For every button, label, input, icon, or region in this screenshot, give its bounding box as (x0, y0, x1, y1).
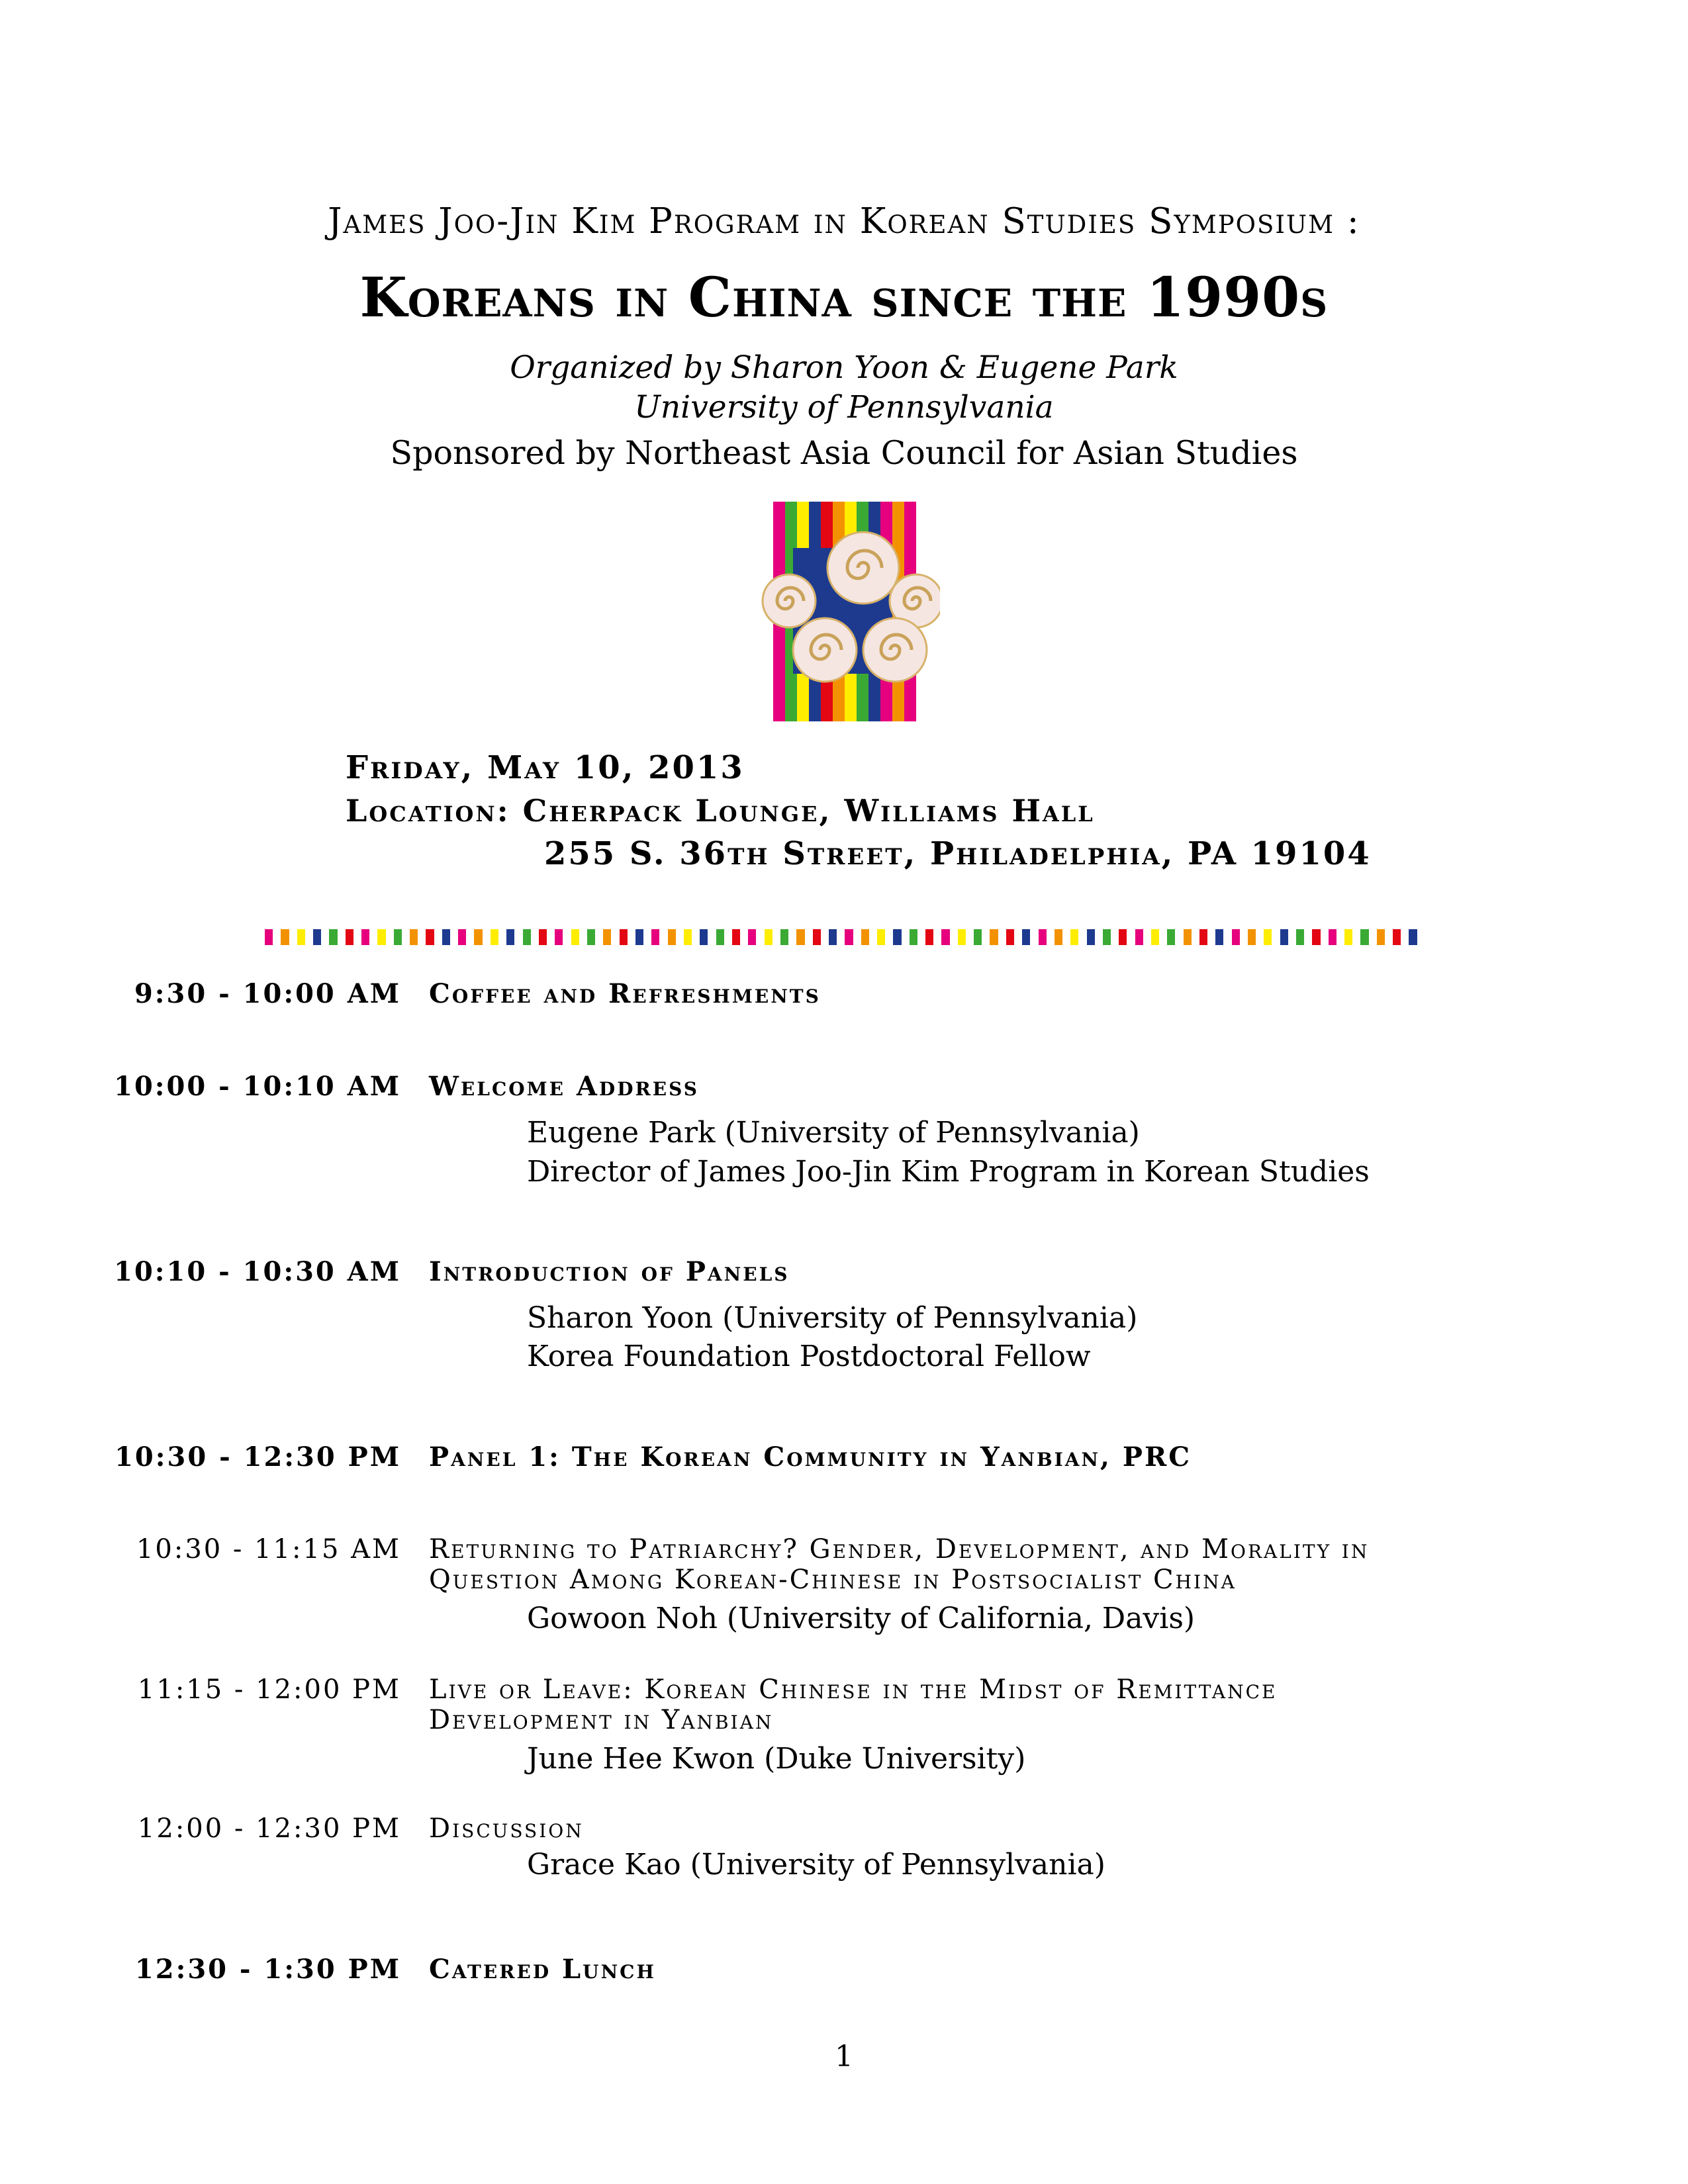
stripe-segment (643, 929, 651, 945)
stripe-segment (990, 929, 998, 945)
stripe-segment (321, 929, 329, 945)
stripe-segment (1344, 929, 1352, 945)
stripe-segment (676, 929, 684, 945)
symposium-logo (747, 502, 940, 721)
color-stripe-divider (265, 929, 1425, 945)
stripe-segment (716, 929, 724, 945)
stripe-segment (498, 929, 506, 945)
stripe-segment (611, 929, 619, 945)
stripe-segment (821, 929, 829, 945)
schedule-title: Introduction of Panels (429, 1256, 790, 1287)
stripe-segment (434, 929, 442, 945)
stripe-segment (483, 929, 491, 945)
stripe-segment (1055, 929, 1062, 945)
stripe-segment (925, 929, 933, 945)
schedule-title: Discussion (429, 1813, 584, 1844)
university: University of Pennsylvania (634, 389, 1054, 426)
stripe-segment (651, 929, 659, 945)
stripe-segment (732, 929, 740, 945)
stripe-segment (893, 929, 901, 945)
stripe-segment (1312, 929, 1320, 945)
stripe-segment (1119, 929, 1127, 945)
stripe-segment (1369, 929, 1377, 945)
stripe-segment (1062, 929, 1070, 945)
stripe-segment (1143, 929, 1151, 945)
stripe-segment (539, 929, 547, 945)
stripe-segment (773, 929, 780, 945)
schedule-time: 12:00 - 12:30 PM (137, 1813, 401, 1844)
stripe-segment (748, 929, 756, 945)
stripe-segment (466, 929, 474, 945)
stripe-segment (603, 929, 611, 945)
stripe-segment (297, 929, 305, 945)
stripe-segment (1321, 929, 1329, 945)
stripe-segment (1393, 929, 1401, 945)
stripe-segment (1215, 929, 1223, 945)
stripe-segment (1030, 929, 1038, 945)
stripe-segment (1047, 929, 1055, 945)
stripe-segment (877, 929, 885, 945)
stripe-segment (1232, 929, 1240, 945)
speaker-name: June Hee Kwon (Duke University) (527, 1742, 1026, 1776)
stripe-segment (861, 929, 869, 945)
stripe-segment (982, 929, 990, 945)
stripe-segment (1360, 929, 1368, 945)
stripe-segment (1288, 929, 1296, 945)
stripe-segment (1223, 929, 1231, 945)
stripe-segment (1336, 929, 1344, 945)
stripe-segment (1006, 929, 1014, 945)
main-title: Koreans in China since the 1990s (359, 266, 1329, 330)
stripe-segment (765, 929, 773, 945)
schedule-time: 12:30 - 1:30 PM (134, 1954, 401, 1985)
stripe-segment (1240, 929, 1248, 945)
stripe-segment (1095, 929, 1103, 945)
stripe-segment (708, 929, 716, 945)
stripe-segment (780, 929, 788, 945)
event-date: Friday, May 10, 2013 (346, 749, 745, 786)
stripe-segment (1385, 929, 1393, 945)
stripe-segment (885, 929, 893, 945)
stripe-segment (426, 929, 434, 945)
stripe-segment (917, 929, 925, 945)
stripe-segment (442, 929, 450, 945)
schedule-time: 11:15 - 12:00 PM (137, 1674, 401, 1705)
stripe-segment (547, 929, 555, 945)
stripe-segment (635, 929, 643, 945)
stripe-segment (1022, 929, 1030, 945)
speaker-role: Director of James Joo-Jin Kim Program in Korean Studies (527, 1155, 1370, 1189)
stripe-segment (531, 929, 539, 945)
stripe-segment (410, 929, 418, 945)
speaker-name: Eugene Park (University of Pennsylvania) (527, 1116, 1140, 1150)
stripe-segment (491, 929, 498, 945)
stripe-segment (1087, 929, 1095, 945)
stripe-segment (941, 929, 949, 945)
stripe-segment (1151, 929, 1159, 945)
stripe-segment (313, 929, 321, 945)
stripe-segment (869, 929, 877, 945)
stripe-segment (966, 929, 974, 945)
stripe-segment (1248, 929, 1256, 945)
stripe-segment (1159, 929, 1167, 945)
stripe-segment (474, 929, 482, 945)
stripe-segment (394, 929, 402, 945)
stripe-segment (853, 929, 861, 945)
schedule-time: 10:30 - 12:30 PM (115, 1441, 401, 1473)
stripe-segment (740, 929, 748, 945)
stripe-segment (346, 929, 353, 945)
stripe-segment (281, 929, 289, 945)
stripe-segment (571, 929, 579, 945)
stripe-segment (998, 929, 1006, 945)
stripe-segment (587, 929, 595, 945)
stripe-segment (1352, 929, 1360, 945)
stripe-segment (1401, 929, 1409, 945)
stripe-segment (1184, 929, 1192, 945)
schedule-title: Welcome Address (429, 1071, 699, 1102)
stripe-segment (845, 929, 853, 945)
talk-title-continued: Development in Yanbian (429, 1705, 774, 1735)
stripe-segment (1264, 929, 1272, 945)
stripe-segment (386, 929, 394, 945)
sponsor: Sponsored by Northeast Asia Council for Asian Studies (390, 434, 1298, 472)
schedule-time: 10:30 - 11:15 AM (136, 1534, 401, 1565)
stripe-segment (902, 929, 910, 945)
event-location: Location: Cherpack Lounge, Williams Hall (346, 793, 1095, 829)
stripe-segment (1014, 929, 1022, 945)
stripe-segment (950, 929, 958, 945)
stripe-segment (724, 929, 732, 945)
stripe-segment (1199, 929, 1207, 945)
stripe-segment (684, 929, 692, 945)
stripe-segment (1296, 929, 1304, 945)
panel-title: Panel 1: The Korean Community in Yanbian, PRC (429, 1441, 1192, 1473)
stripe-segment (659, 929, 667, 945)
stripe-segment (974, 929, 982, 945)
stripe-segment (1167, 929, 1175, 945)
stripe-segment (377, 929, 385, 945)
stripe-segment (402, 929, 410, 945)
stripe-segment (418, 929, 426, 945)
stripe-segment (933, 929, 941, 945)
stripe-segment (700, 929, 708, 945)
talk-title-continued: Question Among Korean-Chinese in Postsocialist China (429, 1565, 1237, 1595)
stripe-segment (1409, 929, 1417, 945)
stripe-segment (813, 929, 821, 945)
speaker-name: Gowoon Noh (University of California, Davis) (527, 1602, 1196, 1635)
stripe-segment (289, 929, 297, 945)
stripe-segment (628, 929, 635, 945)
stripe-segment (796, 929, 804, 945)
stripe-segment (595, 929, 603, 945)
stripe-segment (958, 929, 966, 945)
speaker-name: Sharon Yoon (University of Pennsylvania) (527, 1301, 1138, 1335)
schedule-title: Catered Lunch (429, 1954, 656, 1985)
stripe-segment (829, 929, 837, 945)
speaker-name: Grace Kao (University of Pennsylvania) (527, 1848, 1105, 1882)
stripe-segment (837, 929, 845, 945)
stripe-segment (361, 929, 369, 945)
program-title: James Joo-Jin Kim Program in Korean Studies Symposium : (328, 201, 1360, 242)
stripe-segment (805, 929, 813, 945)
stripe-segment (620, 929, 628, 945)
stripe-segment (273, 929, 281, 945)
stripe-segment (1280, 929, 1288, 945)
schedule-time: 9:30 - 10:00 AM (134, 978, 401, 1009)
stripe-segment (1111, 929, 1119, 945)
stripe-segment (668, 929, 676, 945)
stripe-segment (1272, 929, 1280, 945)
stripe-segment (579, 929, 587, 945)
stripe-segment (1078, 929, 1086, 945)
stripe-segment (458, 929, 466, 945)
stripe-segment (338, 929, 346, 945)
speaker-role: Korea Foundation Postdoctoral Fellow (527, 1340, 1091, 1373)
stripe-segment (1304, 929, 1312, 945)
stripe-segment (1175, 929, 1183, 945)
stripe-segment (369, 929, 377, 945)
stripe-segment (1039, 929, 1047, 945)
stripe-segment (1135, 929, 1143, 945)
stripe-segment (329, 929, 337, 945)
stripe-segment (563, 929, 571, 945)
stripe-segment (514, 929, 522, 945)
stripe-segment (305, 929, 313, 945)
stripe-segment (1256, 929, 1264, 945)
stripe-segment (910, 929, 917, 945)
stripe-segment (523, 929, 531, 945)
stripe-segment (265, 929, 273, 945)
stripe-segment (1207, 929, 1215, 945)
stripe-segment (506, 929, 514, 945)
talk-title: Live or Leave: Korean Chinese in the Midst of Remittance (429, 1674, 1278, 1705)
talk-title: Returning to Patriarchy? Gender, Development, and Morality in (429, 1534, 1370, 1565)
event-address: 255 S. 36th Street, Philadelphia, PA 19104 (544, 835, 1372, 872)
stripe-segment (1329, 929, 1336, 945)
organizers: Organized by Sharon Yoon & Eugene Park (510, 349, 1178, 386)
stripe-segment (788, 929, 796, 945)
stripe-segment (1103, 929, 1111, 945)
stripe-segment (450, 929, 458, 945)
stripe-segment (1417, 929, 1425, 945)
schedule-time: 10:10 - 10:30 AM (114, 1256, 401, 1287)
page-number: 1 (835, 2040, 853, 2073)
stripe-segment (1070, 929, 1078, 945)
stripe-segment (1192, 929, 1199, 945)
schedule-title: Coffee and Refreshments (429, 978, 821, 1009)
stripe-segment (353, 929, 361, 945)
stripe-segment (555, 929, 563, 945)
stripe-segment (692, 929, 700, 945)
stripe-segment (1377, 929, 1385, 945)
stripe-segment (1127, 929, 1135, 945)
stripe-segment (756, 929, 764, 945)
schedule-time: 10:00 - 10:10 AM (114, 1071, 401, 1102)
